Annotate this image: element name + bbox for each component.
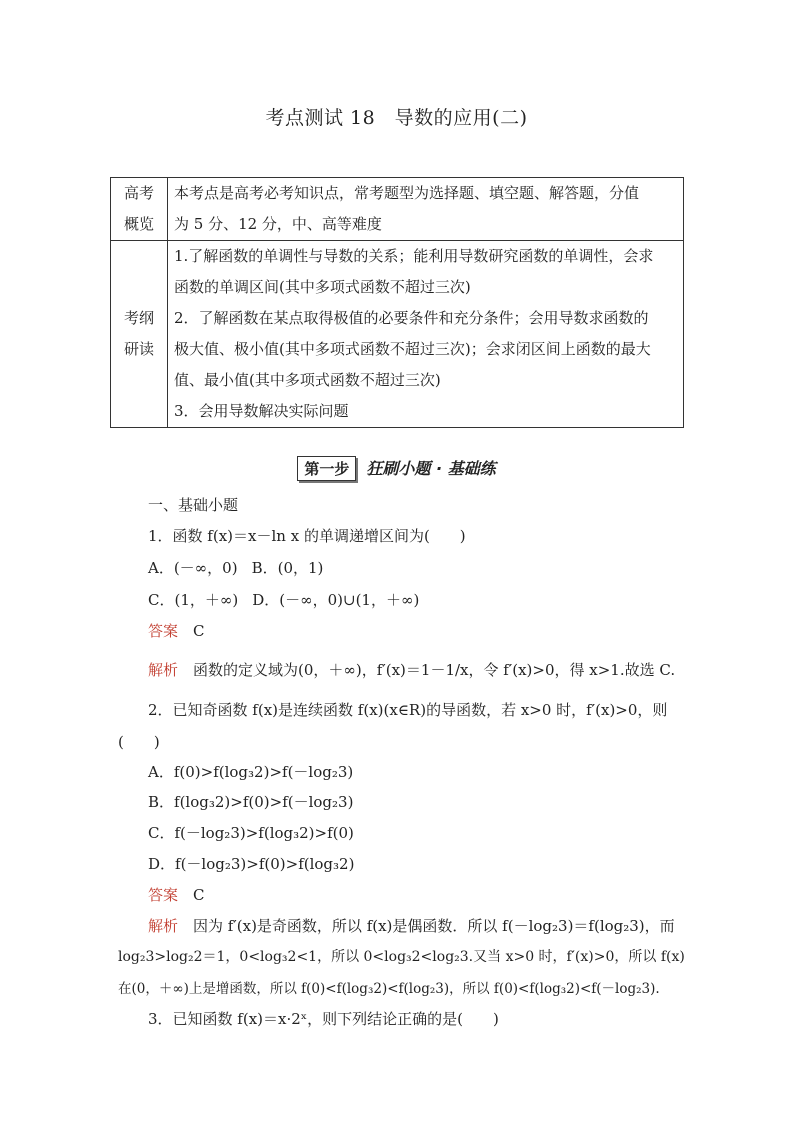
- q1-options-cd: C．(1，＋∞) D．(－∞，0)∪(1，＋∞): [148, 591, 420, 609]
- q2-analysis-line3: 在(0，＋∞)上是增函数，所以 f(0)<f(log₃2)<f(log₂3)，所以 f(0)<f(log₃2)<f(－log₂3).: [118, 981, 660, 997]
- q2-option-a: A．f(0)>f(log₃2)>f(－log₂3): [148, 763, 354, 781]
- step-badge: 第一步: [297, 456, 356, 481]
- q1-stem: 1．函数 f(x)＝x－ln x 的单调递增区间为( ): [148, 527, 466, 545]
- analysis-label: 解析: [148, 661, 179, 679]
- q2-option-c: C．f(－log₂3)>f(log₃2)>f(0): [148, 824, 354, 842]
- q1-options-ab: A．(－∞，0) B．(0，1): [148, 559, 324, 577]
- answer-label: 答案: [148, 622, 179, 640]
- answer-label: 答案: [148, 886, 179, 904]
- analysis-label: 解析: [148, 917, 179, 935]
- q2-stem: 2．已知奇函数 f(x)是连续函数 f(x)(x∈R)的导函数，若 x>0 时，f′(x)>0，则: [148, 701, 668, 719]
- row-header: 考纲 研读: [111, 241, 168, 428]
- row-content: 1.了解函数的单调性与导数的关系；能利用导数研究函数的单调性，会求 函数的单调区间(其中多项式函数不超过三次) 2．了解函数在某点取得极值的必要条件和充分条件；会用导数求函数的 极大值、极小值(其中多项式函数不超过三次)；会求闭区间上函数的最大 值、最小值(其中多项式函数不超过三次) 3．会用导数解决实际问题: [168, 241, 684, 428]
- q3-stem: 3．已知函数 f(x)＝x·2ˣ，则下列结论正确的是( ): [148, 1010, 499, 1028]
- section-heading: 一、基础小题: [148, 496, 239, 514]
- q2-stem-cont: ( ): [118, 733, 160, 751]
- q1-analysis: 解析 函数的定义域为(0，＋∞)，f′(x)＝1－1/x，令 f′(x)>0，得 x>1.故选 C.: [148, 661, 676, 679]
- q2-analysis: 解析 因为 f′(x)是奇函数，所以 f(x)是偶函数．所以 f(－log₂3)＝f(log₂3)，而: [148, 917, 675, 935]
- q1-answer: 答案 C: [148, 622, 205, 640]
- page-title: 考点测试 18 导数的应用(二): [265, 107, 528, 129]
- q2-option-d: D．f(－log₂3)>f(0)>f(log₃2): [148, 855, 355, 873]
- q2-option-b: B．f(log₃2)>f(0)>f(－log₂3): [148, 793, 354, 811]
- table-row: [111, 241, 684, 428]
- q2-analysis-line2: log₂3>log₂2＝1，0<log₃2<1，所以 0<log₃2<log₂3.又当 x>0 时，f′(x)>0，所以 f(x): [118, 949, 685, 965]
- table-row: [111, 178, 684, 241]
- q2-answer: 答案 C: [148, 886, 205, 904]
- banner-text: 狂刷小题 · 基础练: [366, 459, 496, 478]
- row-content: 本考点是高考必考知识点，常考题型为选择题、填空题、解答题，分值 为 5 分、12 分，中、高等难度: [168, 178, 684, 241]
- overview-table: [110, 177, 684, 428]
- step-banner: [0, 456, 793, 481]
- row-header: 高考 概览: [111, 178, 168, 241]
